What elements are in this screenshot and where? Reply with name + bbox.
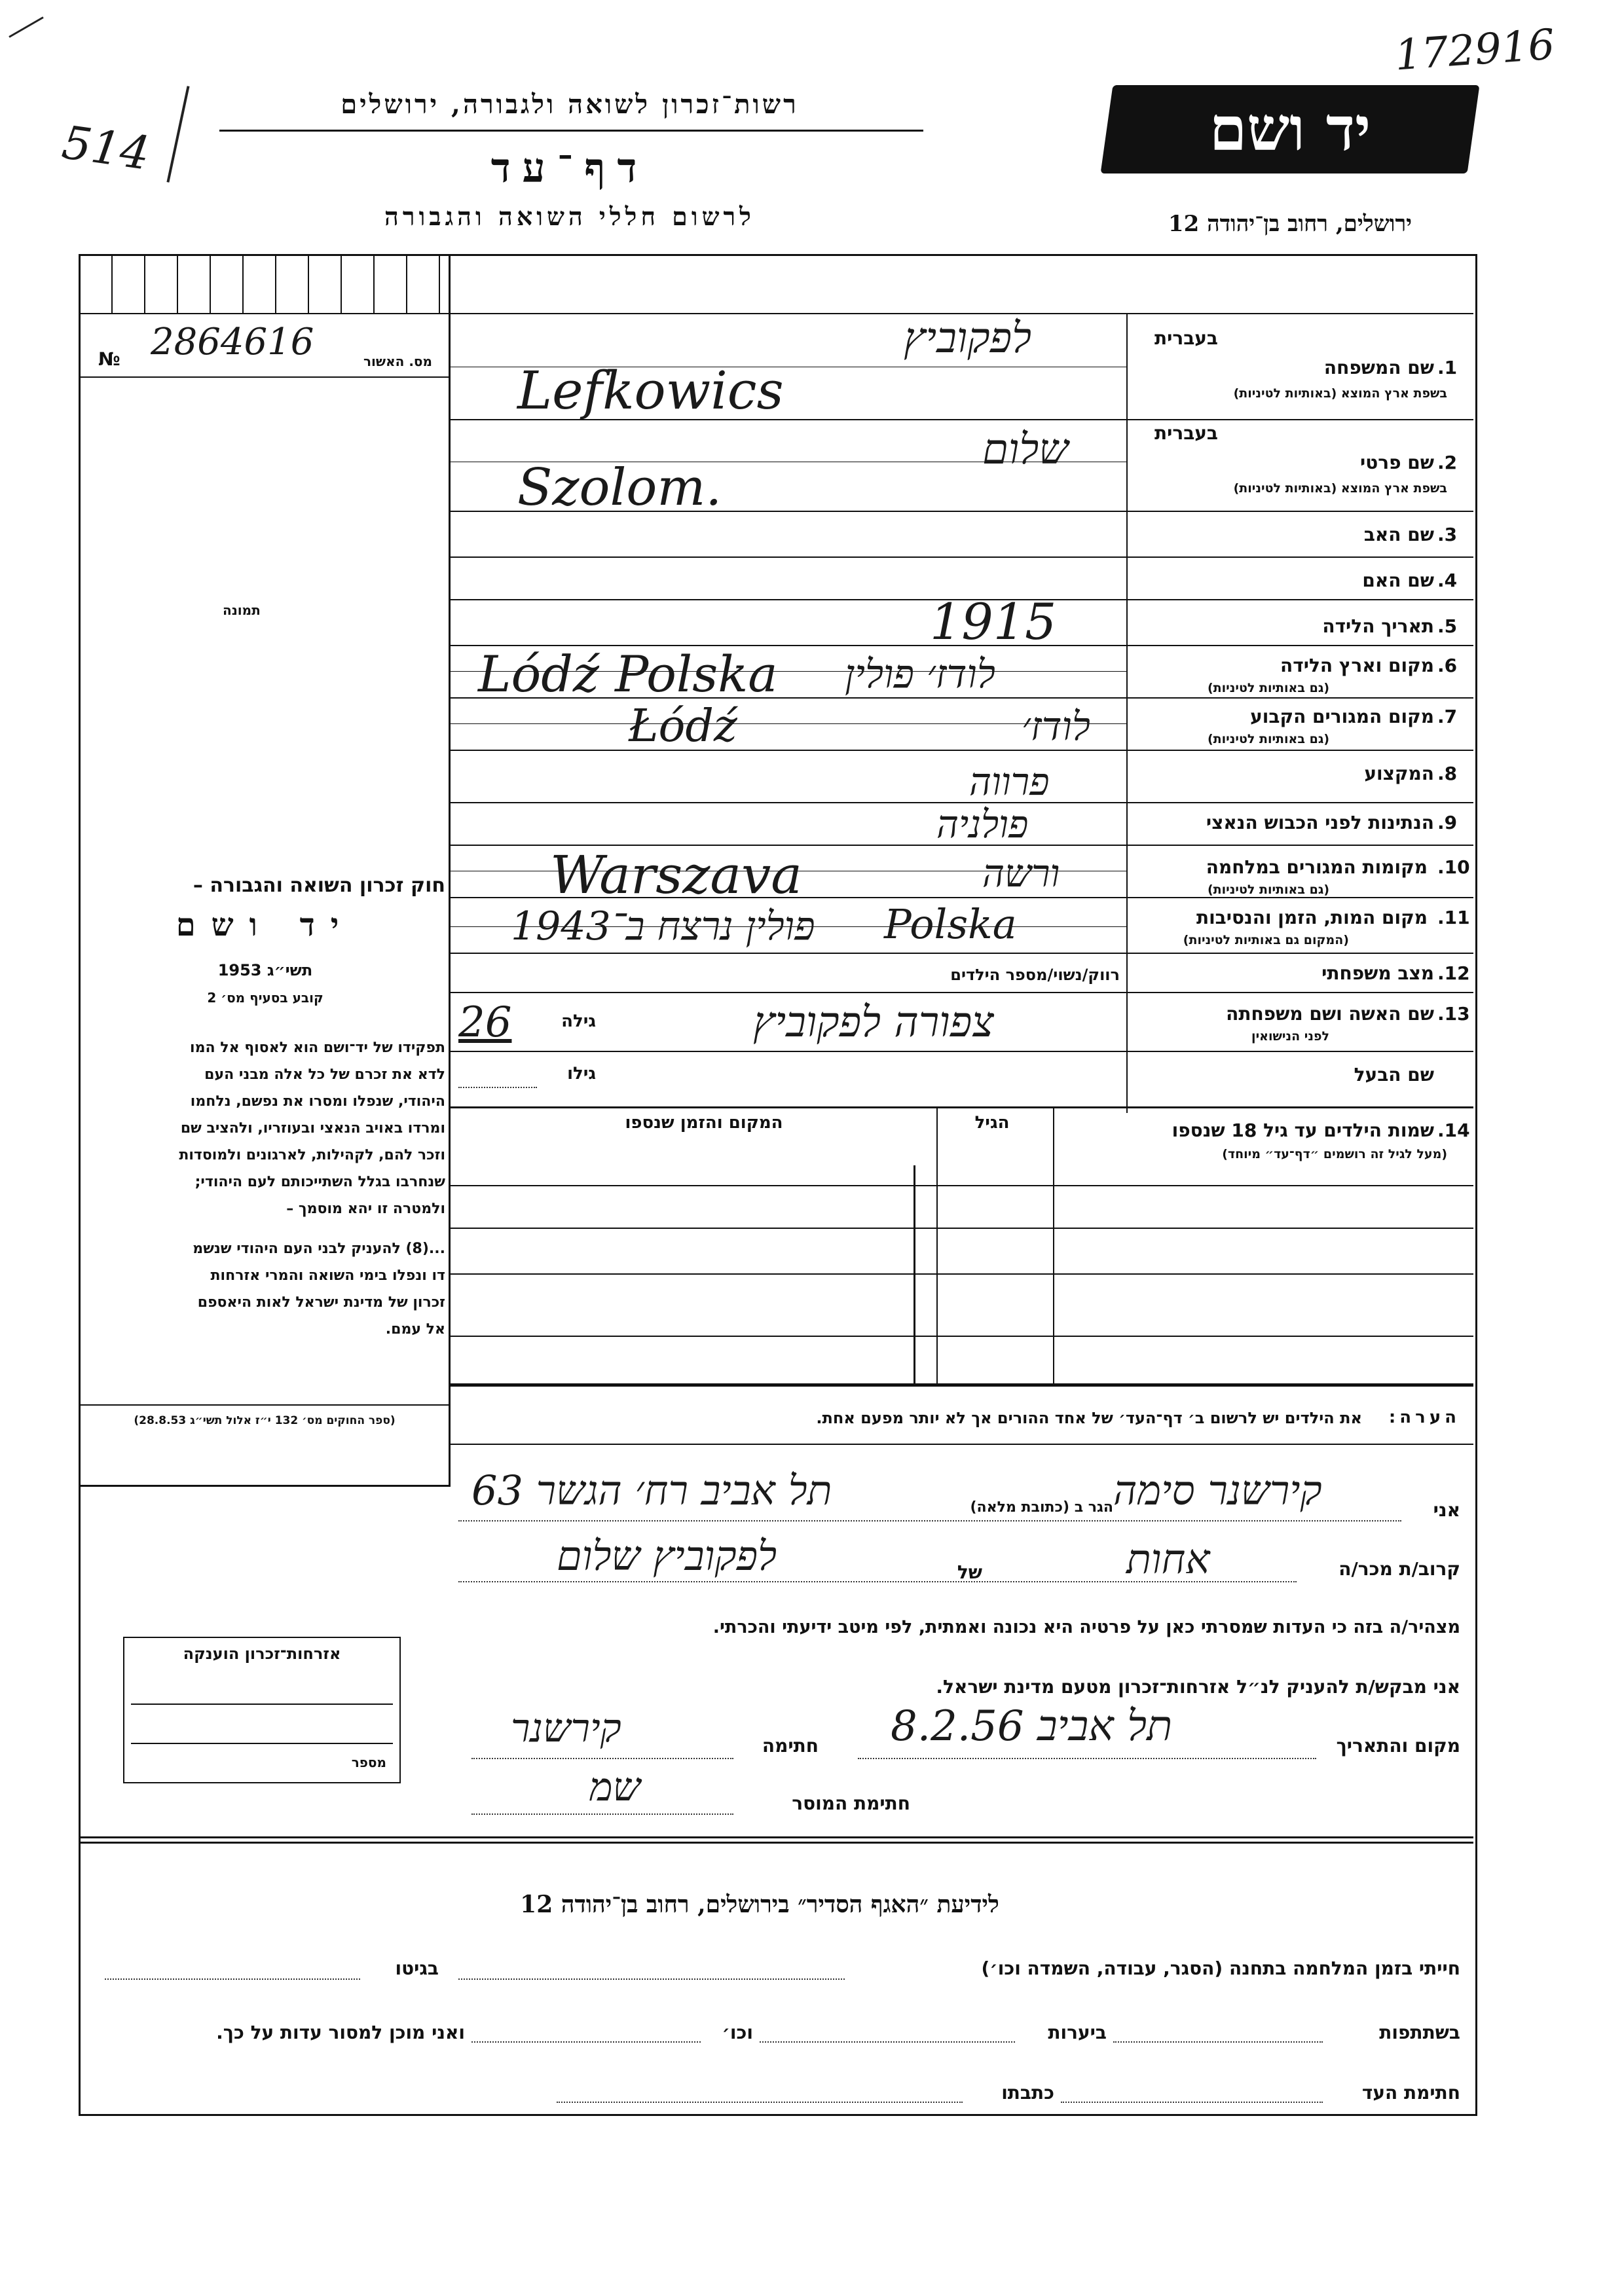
approval-line: [81, 376, 449, 378]
given-name-latin: Szolom.: [517, 458, 722, 517]
margin-slash: [166, 86, 189, 183]
top-strip-bottom: [81, 313, 1473, 314]
birth-date-value: 1915: [930, 592, 1057, 651]
note-label: הערה:: [1388, 1408, 1460, 1427]
bottom-separator-2: [81, 1842, 1473, 1844]
birth-place-latin: Lódź Polska: [478, 645, 778, 703]
bottom-separator: [81, 1836, 1473, 1838]
certificate-box: אזרחות־זכרון הוענקה מספר: [123, 1637, 401, 1783]
wartime-residence-latin: Warszava: [550, 845, 802, 905]
label-column-divider: [1126, 314, 1128, 1113]
birth-place-hebrew: לודז׳ פולין: [845, 651, 995, 697]
authority-name: רשות־זכרון לשואה ולגבורה, ירושלים: [341, 89, 799, 120]
yad-vashem-logo: יד ושם: [1101, 85, 1480, 173]
residence-latin: Łódź: [629, 701, 737, 752]
death-details-hebrew: פולין נרצח ב־1943: [511, 903, 815, 949]
children-place-header: המקום והזמן שנספו: [625, 1113, 783, 1133]
corner-mark: [9, 16, 43, 38]
approval-label: מס. האשור: [363, 354, 432, 369]
death-place-latin: Polska: [884, 900, 1017, 948]
left-column-divider: [449, 256, 451, 1487]
given-name-hebrew: שלום: [982, 426, 1069, 474]
family-name-hebrew: לפקוביץ: [904, 314, 1032, 363]
authority-underline: [219, 130, 923, 132]
form-subtitle: לרשום חללי השואה והגבורה: [384, 202, 755, 231]
occupation-value: פרווה: [969, 759, 1050, 804]
note-text: את הילדים יש לרשום ב׳ דף־העד׳ של אחד ההורים אך לא יותר מפעם אחת.: [816, 1409, 1362, 1427]
approval-suffix: №: [98, 348, 120, 370]
form-title: דף־עד: [490, 144, 649, 192]
header-address: ירושלים, רחוב בן־יהודה 12: [1168, 211, 1412, 237]
wife-name-value: צפורה לפקוביץ: [753, 998, 994, 1047]
margin-note: 514: [58, 115, 153, 181]
wartime-residence-hebrew: ורשה: [982, 851, 1060, 896]
wife-age-value: 26: [458, 998, 512, 1047]
archive-stamp-number: 172916: [1393, 20, 1557, 81]
family-name-latin: Lefkowics: [517, 360, 784, 421]
residence-hebrew: לודז׳: [1022, 704, 1090, 750]
bottom-title: לידיעת ״האגף הסדיר״ בירושלים, רחוב בן־יהודה 12: [520, 1891, 999, 1918]
photo-label: תמונה: [223, 602, 261, 618]
approval-number: 2864616: [151, 321, 314, 363]
children-age-header: הגיל: [974, 1113, 1010, 1133]
nationality-value: פולניה: [936, 802, 1029, 847]
